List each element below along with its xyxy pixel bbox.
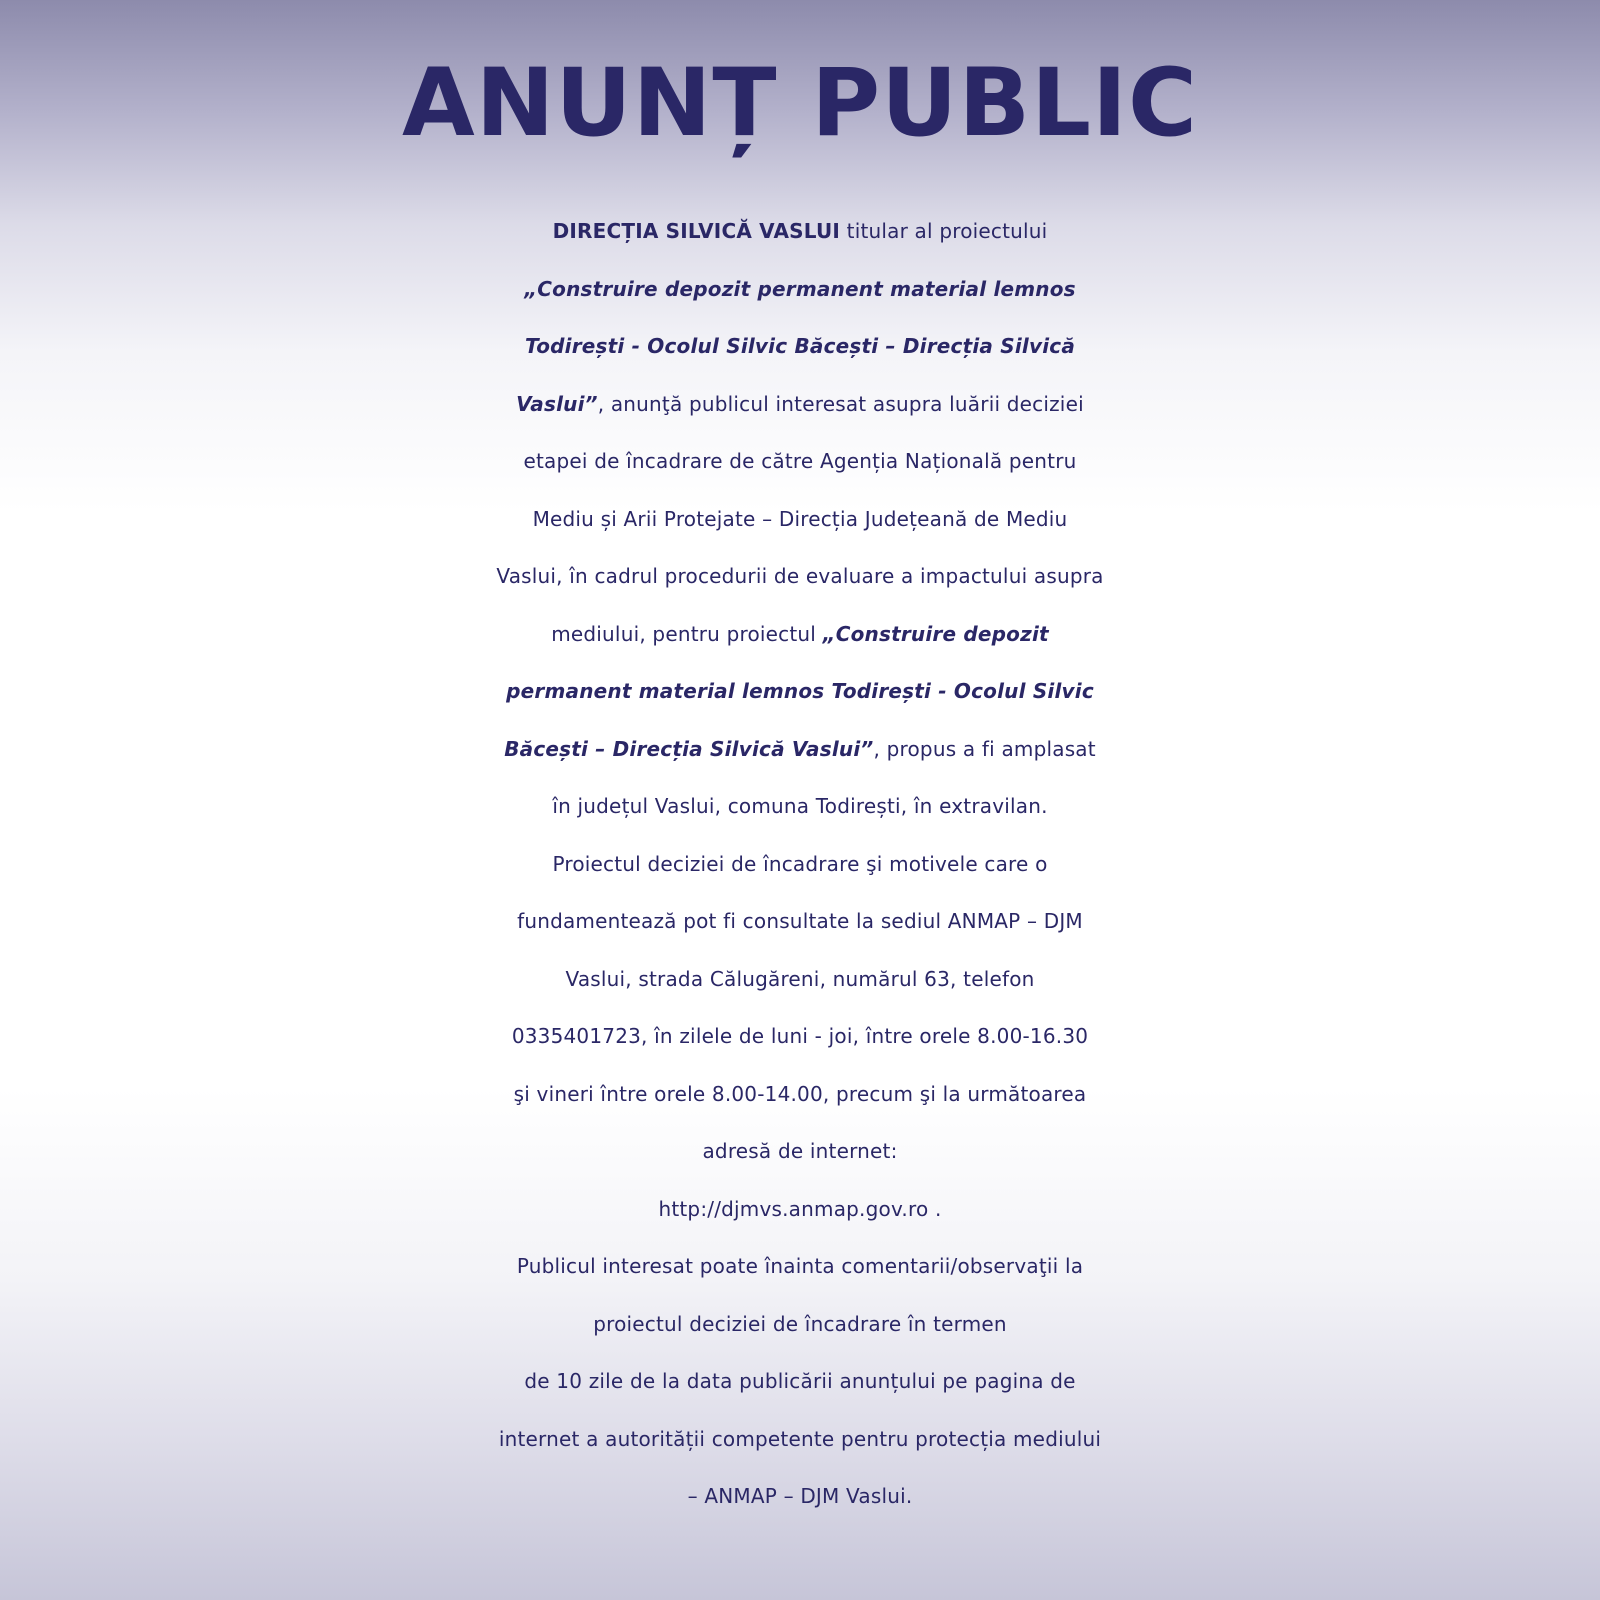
project-title-segment: Vaslui” xyxy=(516,391,598,416)
text-segment: , propus a fi amplasat xyxy=(873,736,1096,761)
text-segment: Publicul interesat poate înainta comentarii/observaţii la xyxy=(516,1254,1084,1278)
text-line xyxy=(0,1468,1600,1526)
text-segment: – ANMAP – DJM Vaslui. xyxy=(687,1484,913,1508)
project-title-segment: Băcești – Direcția Silvică Vaslui” xyxy=(504,736,874,761)
project-title-segment: Todirești - Ocolul Silvic Băcești – Direcția Silvică xyxy=(524,334,1076,358)
text-line xyxy=(0,1238,1600,1296)
text-segment: Vaslui, în cadrul procedurii de evaluare a impactului asupra xyxy=(496,564,1104,588)
website-url: http://djmvs.anmap.gov.ro . xyxy=(658,1196,942,1221)
text-segment: titular al proiectului xyxy=(840,219,1048,243)
text-line xyxy=(0,491,1600,549)
text-line xyxy=(0,1296,1600,1354)
text-line xyxy=(0,203,1600,261)
text-segment: de 10 zile de la data publicării anunțului pe pagina de xyxy=(524,1369,1076,1393)
text-segment: 0335401723, în zilele de luni - joi, între orele 8.00-16.30 xyxy=(511,1024,1089,1048)
text-segment: fundamentează pot fi consultate la sediul ANMAP – DJM xyxy=(517,909,1083,933)
text-segment: etapei de încadrare de către Agenția Națională pentru xyxy=(523,449,1077,473)
project-title-segment: „Construire depozit permanent material lemnos xyxy=(524,276,1076,301)
text-line xyxy=(0,1123,1600,1181)
text-line xyxy=(0,836,1600,894)
text-segment: mediului, pentru proiectul xyxy=(551,621,823,646)
text-line xyxy=(0,376,1600,434)
text-line xyxy=(0,548,1600,606)
page-title: ANUNȚ PUBLIC xyxy=(402,49,1198,158)
text-line xyxy=(0,721,1600,779)
text-segment: în județul Vaslui, comuna Todirești, în extravilan. xyxy=(552,794,1048,818)
text-line xyxy=(0,606,1600,664)
text-segment: Mediu și Arii Protejate – Direcția Județeană de Mediu xyxy=(532,506,1068,531)
text-line xyxy=(0,1008,1600,1066)
project-title-segment: permanent material lemnos Todirești - Ocolul Silvic xyxy=(506,679,1094,703)
text-line xyxy=(0,663,1600,721)
text-line xyxy=(0,778,1600,836)
text-segment: şi vineri între orele 8.00-14.00, precum şi la următoarea xyxy=(513,1081,1087,1106)
text-segment: Vaslui, strada Călugăreni, numărul 63, telefon xyxy=(565,966,1035,991)
announcement-body xyxy=(0,203,1600,1526)
text-line xyxy=(0,1066,1600,1124)
text-line xyxy=(0,261,1600,319)
text-line xyxy=(0,1353,1600,1411)
text-segment: adresă de internet: xyxy=(702,1139,898,1163)
project-title-segment: „Construire depozit xyxy=(822,621,1049,646)
text-segment: proiectul deciziei de încadrare în termen xyxy=(593,1311,1007,1336)
text-line xyxy=(0,1181,1600,1239)
text-line xyxy=(0,1411,1600,1469)
text-line xyxy=(0,433,1600,491)
text-segment: Proiectul deciziei de încadrare şi motivele care o xyxy=(552,851,1048,876)
text-segment: internet a autorității competente pentru protecția mediului xyxy=(498,1426,1102,1451)
organization-name: DIRECȚIA SILVICĂ VASLUI xyxy=(552,219,841,243)
text-line xyxy=(0,893,1600,951)
text-segment: , anunţă publicul interesat asupra luării deciziei xyxy=(597,391,1084,416)
text-line xyxy=(0,951,1600,1009)
text-line xyxy=(0,318,1600,376)
